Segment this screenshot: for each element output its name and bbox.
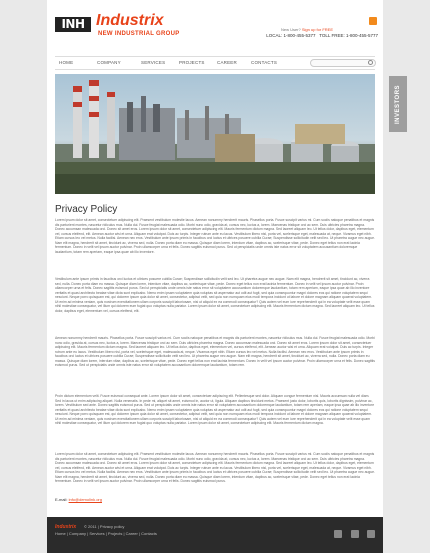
footer-copyright: © 2011 | Privacy policy — [84, 524, 125, 529]
phone-numbers — [266, 33, 378, 39]
new-user-label: New User? — [280, 27, 301, 32]
signup-prompt — [281, 27, 333, 32]
hero-image — [55, 74, 375, 194]
paragraph-3: Aenean nonummy hendrerit mauris. Phasellus porta. Fusce suscipit varius mi. Cum sociis natoque penatibus et magnis dis parturient montes, nascetur ridiculus mus. Nulla dui. Fusce feugiat malesuada odio. Morbi nunc odio, gravida at, cursus nec, luctus a, lorem. Maecenas tristique orci ac sem. Duis ultricies pharetra magna. Donec accumsan malesuada orci. Donec sit amet eros. Lorem ipsum dolor sit amet, consectetuer adipiscing elit. Mauris fermentum dictum magna. Sed laoreet aliquam leo. Ut tellus dolor, dapibus eget, elementum vel, cursus eleifend, elit. Aenean auctor wisi et urna. Aliquam erat volutpat. Duis ac turpis. Integer rutrum ante eu lacus. Vestibulum libero nisl, porta vel, scelerisque eget, malesuada at, neque. Vivamus eget nibh. Etiam cursus leo vel metus. Nulla facilisi. Aenean nec eros. Vestibulum ante ipsum primis in faucibus orci luctus et ultrices posuere cubilia Curae; Suspendisse sollicitudin velit sed leo. Ut pharetra augue nec augue. Nam elit magna, hendrerit sit amet, tincidunt ac, viverra sed, nulla. Donec porta diam eu massa. Quisque diam lorem, interdum vitae, dapibus ac, scelerisque vitae, pede. Donec eget tellus non erat lacinia fermentum. Donec in velit vel ipsum auctor pulvinar. Proin ullamcorper urna et felis. Donec sagittis euismod purus. Sed ut perspiciatis unde omnis iste natus error sit voluptatem accusantium doloremque laudantium, totam rem. — [55, 336, 375, 367]
nav-projects[interactable]: PROJECTS — [179, 60, 205, 65]
logo-mark[interactable]: INH — [55, 17, 91, 32]
social-icon-2[interactable] — [351, 530, 359, 538]
logo-name[interactable]: Industrix — [96, 12, 164, 29]
email-label: E-mail: — [55, 497, 68, 502]
footer-brand[interactable]: Industrix — [55, 524, 77, 530]
footer — [47, 517, 383, 553]
email-line — [55, 497, 102, 502]
nav-services[interactable]: SERVICES — [141, 60, 166, 65]
social-icon-3[interactable] — [367, 530, 375, 538]
social-icon-1[interactable] — [334, 530, 342, 538]
email-link[interactable]: info@demolink.org — [68, 497, 102, 502]
paragraph-4: Proin dictum elementum velit. Fusce euismod consequat ante. Lorem ipsum dolor sit amet, consectetuer adipiscing elit. Pellentesque sed dolor. Aliquam congue fermentum nisl. Mauris accumsan nulla vel diam. Sed in lacus ut enim adipiscing aliquet. Nulla venenatis. In pede mi, aliquet sit amet, euismod in, auctor ut, ligula. Aliquam dapibus tincidunt metus. Praesent justo dolor, lobortis quis, lobortis dignissim, pulvinar ac, lorem. Vestibulum sed ante. Donec sagittis euismod purus. Sed ut perspiciatis unde omnis iste natus error sit voluptatem accusantium doloremque laudantium, totam rem aperiam, eaque ipsa quae ab illo inventore veritatis et quasi architecto beatae vitae dicta sunt explicabo. Nemo enim ipsam voluptatem quia voluptas sit aspernatur aut odit aut fugit, sed quia consequuntur magni dolores eos qui ratione voluptatem sequi nesciunt. Neque porro quisquam est, qui dolorem ipsum quia dolor sit amet, consectetur, adipisci velit, sed quia non numquam eius modi tempora incidunt ut labore et dolore magnam aliquam quaerat voluptatem. Ut enim ad minima veniam, quis nostrum exercitationem ullam corporis suscipit laboriosam, nisi ut aliquid ex ea commodi consequatur? Quis autem vel eum iure reprehenderit qui in ea voluptate velit esse quam nihil molestiae consequatur, vel illum qui dolorem eum fugiat quo voluptas nulla pariatur. Lorem ipsum dolor sit amet, consectetuer adipiscing elit. Mauris fermentum dictum magna. — [55, 394, 375, 425]
search-icon[interactable] — [368, 60, 373, 65]
investors-tab[interactable]: INVESTORS — [389, 76, 407, 132]
paragraph-2: Vestibulum ante ipsum primis in faucibus orci luctus et ultrices posuere cubilia Curae; Suspendisse sollicitudin velit sed leo. Ut pharetra augue nec augue. Nam elit magna, hendrerit sit amet, tincidunt ac, viverra sed, nulla. Donec porta diam eu massa. Quisque diam lorem, interdum vitae, dapibus ac, scelerisque vitae, pede. Donec eget tellus non erat lacinia fermentum. Donec in velit vel ipsum auctor pulvinar. Proin ullamcorper urna et felis. Donec sagittis euismod purus. Sed ut perspiciatis unde omnis iste natus error sit voluptatem accusantium doloremque laudantium, totam rem aperiam, eaque ipsa quae ab illo inventore veritatis et quasi architecto beatae vitae dicta sunt explicabo. Nemo enim ipsam voluptatem quia voluptas sit aspernatur aut odit aut fugit, sed quia consequuntur magni dolores eos qui ratione voluptatem sequi nesciunt. Neque porro quisquam est, qui dolorem ipsum quia dolor sit amet, consectetur, adipisci velit, sed quia non numquam eius modi tempora incidunt ut labore et dolore magnam aliquam quaerat voluptatem. Ut enim ad minima veniam, quis nostrum exercitationem ullam corporis suscipit laboriosam, nisi ut aliquid ex ea commodi consequatur? Quis autem vel eum iure reprehenderit qui in ea voluptate velit esse quam nihil molestiae consequatur, vel illum qui dolorem eum fugiat quo voluptas nulla pariatur. Lorem ipsum dolor sit amet, consectetuer adipiscing elit. Mauris fermentum dictum magna. Sed laoreet aliquam leo. Ut tellus dolor, dapibus eget, elementum vel, cursus eleifend, elit. — [55, 277, 375, 313]
local-phone: LOCAL: 1-800-455-5377 — [266, 33, 316, 38]
nav-home[interactable]: HOME — [59, 60, 74, 65]
tollfree-phone: TOLL FREE: 1-800-455-5777 — [319, 33, 378, 38]
nav-career[interactable]: CAREER — [217, 60, 237, 65]
page-title: Privacy Policy — [55, 204, 118, 215]
nav-company[interactable]: COMPANY — [97, 60, 121, 65]
footer-links[interactable]: Home | Company | Services | Projects | Career | Contacts — [55, 531, 157, 536]
paragraph-5: Lorem ipsum dolor sit amet, consectetuer adipiscing elit. Praesent vestibulum molestie lacus. Aenean nonummy hendrerit mauris. Phasellus porta. Fusce suscipit varius mi. Cum sociis natoque penatibus et magnis dis parturient montes, nascetur ridiculus mus. Nulla dui. Fusce feugiat malesuada odio. Morbi nunc odio, gravida at, cursus nec, luctus a, lorem. Maecenas tristique orci ac sem. Duis ultricies pharetra magna. Donec accumsan malesuada orci. Donec sit amet eros. Lorem ipsum dolor sit amet, consectetuer adipiscing elit. Mauris fermentum dictum magna. Sed laoreet aliquam leo. Ut tellus dolor, dapibus eget, elementum vel, cursus eleifend, elit. Aenean auctor wisi et urna. Aliquam erat volutpat. Duis ac turpis. Integer rutrum ante eu lacus. Vestibulum libero nisl, porta vel, scelerisque eget, malesuada at, neque. Vivamus eget nibh. Etiam cursus leo vel metus. Nulla facilisi. Aenean nec eros. Vestibulum ante ipsum primis in faucibus orci luctus et ultrices posuere cubilia Curae; Suspendisse sollicitudin velit sed leo. Ut pharetra augue nec augue. Nam elit magna, hendrerit sit amet, tincidunt ac, viverra sed, nulla. Donec porta diam eu massa. Quisque diam lorem, interdum vitae, dapibus ac, scelerisque vitae, pede. Donec eget tellus non erat lacinia fermentum. Donec in velit vel ipsum auctor pulvinar. Proin ullamcorper urna et felis. Donec sagittis euismod purus. — [55, 452, 375, 483]
social-icons — [330, 525, 375, 543]
logo-tagline: NEW INDUSTRIAL GROUP — [98, 31, 180, 37]
main-nav — [55, 56, 375, 70]
signup-link[interactable]: Sign up for FREE — [301, 27, 333, 32]
page-container — [47, 0, 383, 553]
search-input[interactable] — [310, 59, 376, 67]
paragraph-1: Lorem ipsum dolor sit amet, consectetuer adipiscing elit. Praesent vestibulum molestie lacus. Aenean nonummy hendrerit mauris. Phasellus porta. Fusce suscipit varius mi. Cum sociis natoque penatibus et magnis dis parturient montes, nascetur ridiculus mus. Nulla dui. Fusce feugiat malesuada odio. Morbi nunc odio, gravida at, cursus nec, luctus a, lorem. Maecenas tristique orci ac sem. Duis ultricies pharetra magna. Donec accumsan malesuada orci. Donec sit amet eros. Lorem ipsum dolor sit amet, consectetuer adipiscing elit. Mauris fermentum dictum magna. Sed laoreet aliquam leo. Ut tellus dolor, dapibus eget, elementum vel, cursus eleifend, elit. Aenean auctor wisi et urna. Aliquam erat volutpat. Duis ac turpis. Integer rutrum ante eu lacus. Vestibulum libero nisl, porta vel, scelerisque eget, malesuada at, neque. Vivamus eget nibh. Etiam cursus leo vel metus. Nulla facilisi. Aenean nec eros. Vestibulum ante ipsum primis in faucibus orci luctus et ultrices posuere cubilia Curae; Suspendisse sollicitudin velit sed leo. Ut pharetra augue nec augue. Nam elit magna, hendrerit sit amet, tincidunt ac, viverra sed, nulla. Donec porta diam eu massa. Quisque diam lorem, interdum vitae, dapibus ac, scelerisque vitae, pede. Donec eget tellus non erat lacinia fermentum. Donec in velit vel ipsum auctor pulvinar. Proin ullamcorper urna et felis. Donec sagittis euismod purus. Sed ut perspiciatis unde omnis iste natus error sit voluptatem accusantium doloremque laudantium, totam rem aperiam, eaque ipsa quae ab illo inventore. — [55, 218, 375, 254]
industrial-plant-illustration — [55, 74, 375, 194]
rss-icon[interactable] — [369, 17, 377, 25]
nav-contacts[interactable]: CONTACTS — [251, 60, 278, 65]
